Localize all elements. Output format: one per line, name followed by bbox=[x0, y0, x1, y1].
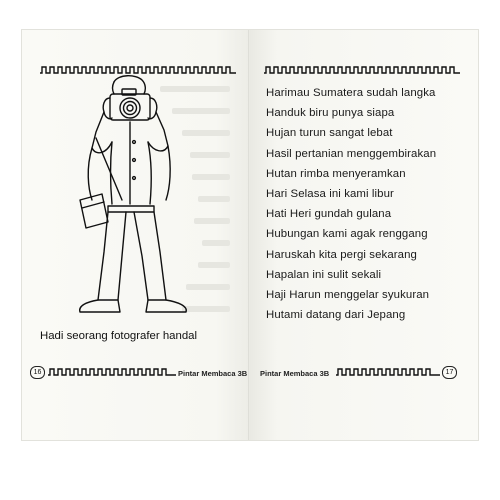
sentence-list bbox=[266, 83, 436, 325]
top-fret-border-right bbox=[264, 66, 460, 74]
sentence-12: Hutami datang dari Jepang bbox=[266, 309, 406, 322]
illustration-caption: Hadi seorang fotografer handal bbox=[40, 330, 198, 342]
bottom-fret-border-right bbox=[336, 368, 440, 376]
sentence-3: Hujan turun sangat lebat bbox=[266, 127, 393, 140]
sentence-7: Hati Heri gundah gulana bbox=[266, 208, 392, 221]
photographer-with-camera-icon bbox=[62, 72, 192, 322]
sentence-1: Harimau Sumatera sudah langka bbox=[266, 87, 436, 99]
page-number-17: 17 bbox=[442, 366, 457, 379]
sentence-8: Hubungan kami agak renggang bbox=[266, 228, 428, 241]
bottom-fret-border-left bbox=[48, 368, 176, 376]
sentence-4: Hasil pertanian menggembirakan bbox=[266, 147, 437, 160]
book-spread bbox=[22, 30, 478, 440]
footer-book-title-right: Pintar Membaca 3B bbox=[260, 369, 330, 378]
sentence-5: Hutan rimba menyeramkan bbox=[266, 167, 406, 180]
sentence-2: Handuk biru punya siapa bbox=[266, 107, 395, 120]
sentence-11: Haji Harun menggelar syukuran bbox=[266, 288, 430, 301]
left-page bbox=[22, 30, 250, 440]
footer-book-title-left: Pintar Membaca 3B bbox=[178, 369, 248, 378]
sentence-10: Hapalan ini sulit sekali bbox=[266, 268, 382, 281]
sentence-9: Haruskah kita pergi sekarang bbox=[266, 248, 417, 261]
right-page bbox=[250, 30, 478, 440]
sentence-6: Hari Selasa ini kami libur bbox=[266, 187, 394, 200]
page-number-16: 16 bbox=[30, 366, 45, 379]
